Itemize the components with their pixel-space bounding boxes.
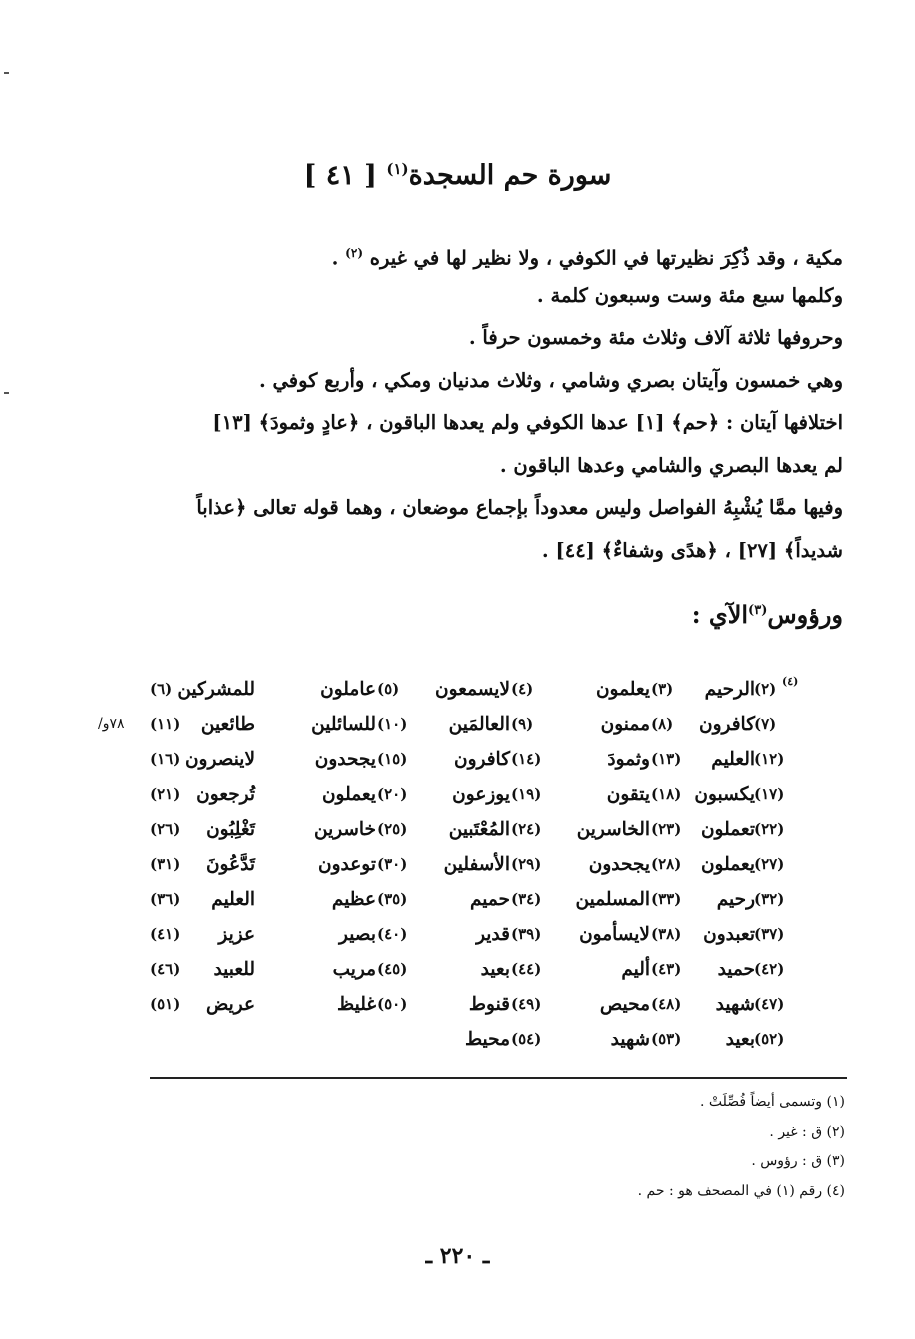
verse-ending-word: العليم bbox=[711, 749, 755, 770]
verse-ending-word: العليم bbox=[211, 889, 255, 910]
verse-ending-word: بعيد bbox=[480, 959, 510, 980]
verse-number: (٤٢) bbox=[754, 960, 785, 978]
footnote-item bbox=[638, 1088, 845, 1118]
verse-number: (٤٧) bbox=[754, 995, 785, 1013]
verse-number: (٤٥) bbox=[377, 960, 408, 978]
verse-ending-word: أليم bbox=[621, 959, 650, 980]
verse-ending-word: للمشركين bbox=[177, 679, 255, 700]
verse-number: (١٢) bbox=[754, 750, 785, 768]
verse-row bbox=[60, 672, 850, 707]
verse-ending-word: عزيز bbox=[218, 924, 255, 945]
verse-number: (٥٣) bbox=[651, 1030, 682, 1048]
verse-endings-table bbox=[60, 672, 850, 1057]
verse-row bbox=[60, 882, 850, 917]
footnote-number: (١) bbox=[826, 1094, 845, 1110]
verse-ending-word: رحيم bbox=[716, 889, 755, 910]
verse-ending-word: الأسفلين bbox=[443, 854, 510, 875]
verse-row bbox=[60, 812, 850, 847]
verse-number: (٤٨) bbox=[651, 995, 682, 1013]
verse-number: (٥٢) bbox=[754, 1030, 785, 1048]
verse-ending-word: تُرجعون bbox=[196, 784, 255, 805]
title-footnote-ref: (١) bbox=[386, 160, 409, 178]
verse-number: (١٤) bbox=[511, 750, 542, 768]
surah-title-text: سورة حم السجدة bbox=[408, 160, 612, 191]
verse-ending-word: المسلمين bbox=[575, 889, 650, 910]
verse-number: (٢٦) bbox=[150, 820, 181, 838]
verse-number: (٦) bbox=[150, 680, 173, 698]
verse-ending-word: قنوط bbox=[468, 994, 510, 1015]
verse-number: (١٧) bbox=[754, 785, 785, 803]
intro-line: شديداً﴾ [٢٧] ، ﴿هدًى وشفاءٌ﴾ [٤٤] . bbox=[541, 538, 843, 562]
verse-ending-word: العالمَين bbox=[448, 714, 510, 735]
verse-ending-word: يعملون bbox=[700, 854, 755, 875]
verse-ending-word: ممنون bbox=[600, 714, 650, 735]
verse-number: (٥٤) bbox=[511, 1030, 542, 1048]
verse-number: (٣٩) bbox=[511, 925, 542, 943]
section-heading-label: ورؤوس bbox=[767, 600, 843, 629]
verse-number: (٤٠) bbox=[377, 925, 408, 943]
verse-number: (٣٣) bbox=[651, 890, 682, 908]
verse-number: (١١) bbox=[150, 715, 181, 733]
footnote-text: وتسمى أيضاً فُصِّلَتْ . bbox=[699, 1094, 823, 1110]
verse-ending-word: يجحدون bbox=[314, 749, 376, 770]
verse-row bbox=[60, 707, 850, 742]
verse-number: (٣١) bbox=[150, 855, 181, 873]
verse-number: (٢) bbox=[754, 680, 777, 698]
verse-ending-word: يعملون bbox=[321, 784, 376, 805]
footnote-text: ق : غير . bbox=[769, 1123, 823, 1140]
verse-ending-word: لايسمعون bbox=[435, 679, 510, 700]
verse-number: (١٠) bbox=[377, 715, 408, 733]
verse-number: (٢٥) bbox=[377, 820, 408, 838]
verse-ending-word: مريب bbox=[332, 959, 376, 980]
section-heading-end: الآي : bbox=[691, 600, 749, 629]
verse-ending-word: الرحيم bbox=[704, 679, 755, 700]
page-number: ـ ٢٢٠ ـ bbox=[425, 1243, 490, 1269]
verse-number: (٣٨) bbox=[651, 925, 682, 943]
footnote-text: ق : رؤوس . bbox=[751, 1153, 823, 1169]
surah-title bbox=[0, 160, 915, 191]
heading-footnote-ref: (٣) bbox=[748, 603, 768, 618]
verse-row bbox=[60, 987, 850, 1022]
verse-ending-word: يجحدون bbox=[588, 854, 650, 875]
verse-ending-word: شهيد bbox=[715, 994, 755, 1015]
verse-number: (٤١) bbox=[150, 925, 181, 943]
verse-ending-word: يوزعون bbox=[452, 784, 510, 805]
verse-number: (٥) bbox=[377, 680, 400, 698]
footnote-number: (٢) bbox=[826, 1123, 845, 1140]
verse-ending-word: توعدون bbox=[318, 854, 376, 875]
verse-ending-word: قدير bbox=[476, 924, 510, 945]
verse-number: (٤٤) bbox=[511, 960, 542, 978]
verse-row bbox=[60, 847, 850, 882]
verse-number: (٣٧) bbox=[754, 925, 785, 943]
verse-number: (١٩) bbox=[511, 785, 542, 803]
footnote-divider bbox=[150, 1077, 847, 1079]
verse-ending-word: حميد bbox=[717, 959, 755, 980]
intro-line: لم يعدها البصري والشامي وعدها الباقون . bbox=[499, 453, 843, 477]
verse-number: (٣٠) bbox=[377, 855, 408, 873]
verse-row bbox=[60, 952, 850, 987]
verse-ending-word: تعملون bbox=[700, 819, 755, 840]
verse-number: (٣٤) bbox=[511, 890, 542, 908]
verse-number: (٢٣) bbox=[651, 820, 682, 838]
verse-number: (٢٠) bbox=[377, 785, 408, 803]
verse-ending-word: كافرون bbox=[453, 749, 510, 770]
verse-number: (٤٩) bbox=[511, 995, 542, 1013]
intro-line: وكلمها سبع مئة وست وسبعون كلمة . bbox=[536, 283, 843, 307]
verse-ending-word: عظيم bbox=[331, 889, 376, 910]
verse-ending-word: بصير bbox=[339, 924, 376, 945]
folio-margin-note: /٧٨و bbox=[98, 716, 125, 732]
verse-ending-word: يتقون bbox=[606, 784, 650, 805]
verse-ending-word: للعبيد bbox=[213, 959, 255, 980]
verse-number: (٥١) bbox=[150, 995, 181, 1013]
footnote-item bbox=[638, 1118, 845, 1148]
verse-ending-word: بعيد bbox=[725, 1029, 755, 1050]
intro-paragraph bbox=[53, 232, 843, 572]
footnote-item bbox=[638, 1177, 845, 1207]
verse-ending-word: حميم bbox=[469, 889, 510, 910]
footnote-text: رقم (١) في المصحف هو : حم . bbox=[637, 1182, 823, 1199]
verse-ending-word: للسائلين bbox=[311, 714, 376, 735]
verse-number: (٧) bbox=[754, 715, 777, 733]
intro-footnote-ref: (٢) bbox=[345, 246, 363, 260]
verse-footnote-ref: (٤) bbox=[782, 675, 799, 688]
intro-line: وحروفها ثلاثة آلاف وثلاث مئة وخمسون حرفاً . bbox=[468, 326, 843, 349]
verse-ending-word: محيص bbox=[599, 994, 650, 1015]
verse-ending-word: عريض bbox=[205, 994, 255, 1015]
intro-line: اختلافها آيتان : ﴿حم﴾ [١] عدها الكوفي ولم يعدها الباقون ، ﴿عادٍ وثمودَ﴾ [١٣] bbox=[212, 411, 843, 434]
intro-line bbox=[53, 232, 843, 275]
verse-number: (٢٢) bbox=[754, 820, 785, 838]
verse-ending-word: المُعْتَبين bbox=[448, 819, 510, 840]
verse-ending-word: عاملون bbox=[320, 679, 376, 700]
verse-ending-word: محيط bbox=[465, 1029, 510, 1050]
verse-ending-word: خاسرين bbox=[313, 819, 376, 840]
footnote-item bbox=[638, 1147, 845, 1177]
verse-ending-word: الخاسرين bbox=[576, 819, 650, 840]
verse-ending-word: يعلمون bbox=[595, 679, 650, 700]
verse-ending-word: شهيد bbox=[610, 1029, 650, 1050]
verse-ending-word: كافرون bbox=[698, 714, 755, 735]
verse-ending-word: وثمودَ bbox=[607, 749, 650, 770]
verse-row bbox=[60, 1022, 850, 1057]
verse-number: (٢٨) bbox=[651, 855, 682, 873]
footnote-number: (٣) bbox=[826, 1153, 845, 1169]
intro-line-end: . bbox=[331, 246, 339, 270]
verse-ending-word: لاينصرون bbox=[184, 749, 255, 770]
verse-ending-word: تعبدون bbox=[703, 924, 755, 945]
verse-number: (٣) bbox=[651, 680, 674, 698]
intro-line: وهي خمسون وآيتان بصري وشامي ، وثلاث مدنيان ومكي ، وأربع كوفي . bbox=[258, 368, 843, 392]
footnote-number: (٤) bbox=[826, 1182, 845, 1199]
verse-row bbox=[60, 742, 850, 777]
verse-number: (٣٥) bbox=[377, 890, 408, 908]
verse-number: (٢١) bbox=[150, 785, 181, 803]
verse-number: (١٣) bbox=[651, 750, 682, 768]
verse-row bbox=[60, 777, 850, 812]
surah-number: [ ٤١ ] bbox=[303, 160, 377, 191]
verse-ending-word: طائعين bbox=[200, 714, 255, 735]
verse-ending-word: تَدَّعُونَ bbox=[205, 854, 255, 875]
verse-number: (١٥) bbox=[377, 750, 408, 768]
verse-ending-word: تَغْلِبُون bbox=[206, 819, 255, 840]
verse-number: (٣٦) bbox=[150, 890, 181, 908]
verse-number: (٤٦) bbox=[150, 960, 181, 978]
section-heading bbox=[692, 600, 843, 629]
verse-number: (٥٠) bbox=[377, 995, 408, 1013]
verse-number: (٢٩) bbox=[511, 855, 542, 873]
scan-mark bbox=[4, 72, 9, 74]
intro-line-text: مكية ، وقد ذُكِرَ نظيرتها في الكوفي ، ولا نظير لها في غيره bbox=[369, 246, 843, 270]
verse-number: (١٨) bbox=[651, 785, 682, 803]
intro-line: وفيها ممَّا يُشْبِهُ الفواصل وليس معدوداً بإجماع موضعان ، وهما قوله تعالى ﴿عذاباً bbox=[196, 496, 843, 519]
verse-ending-word: يكسبون bbox=[694, 784, 755, 805]
verse-number: (٢٤) bbox=[511, 820, 542, 838]
scan-mark bbox=[4, 392, 9, 394]
verse-number: (٢٧) bbox=[754, 855, 785, 873]
verse-number: (٩) bbox=[511, 715, 534, 733]
verse-number: (٣٢) bbox=[754, 890, 785, 908]
verse-ending-word: غليظ bbox=[337, 994, 376, 1015]
verse-number: (١٦) bbox=[150, 750, 181, 768]
verse-number: (٤) bbox=[511, 680, 534, 698]
footnotes bbox=[638, 1088, 845, 1206]
verse-ending-word: لايسأمون bbox=[579, 924, 650, 945]
verse-row bbox=[60, 917, 850, 952]
verse-number: (٤٣) bbox=[651, 960, 682, 978]
verse-number: (٨) bbox=[651, 715, 674, 733]
